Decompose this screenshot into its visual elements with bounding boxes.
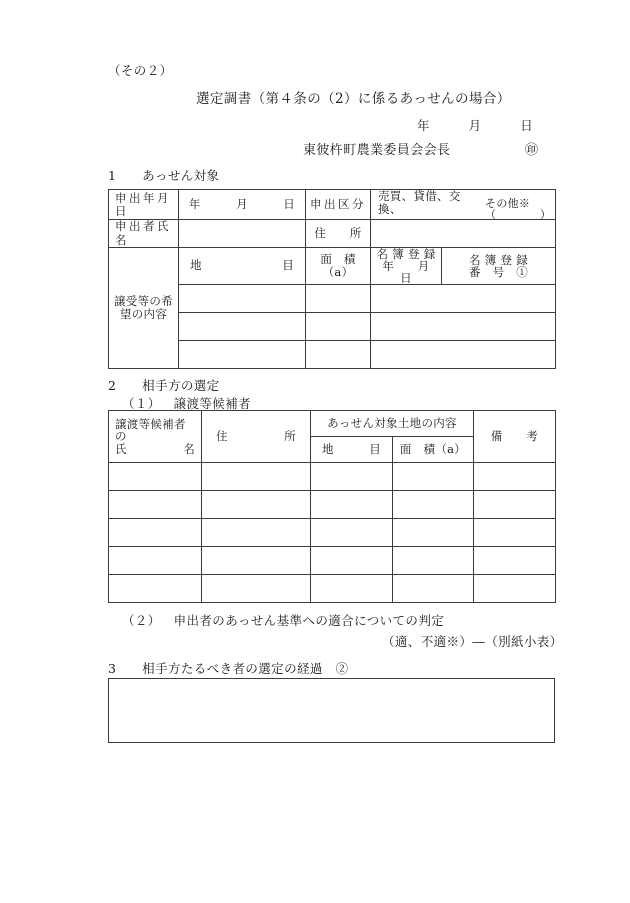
table-row <box>109 411 556 437</box>
section3-number: 3 <box>108 661 117 676</box>
section1-heading <box>108 168 219 183</box>
applicant-name-label: 申出者氏名 <box>109 220 179 247</box>
candidate-address-header <box>202 411 311 463</box>
candidate-name-cell[interactable] <box>109 547 202 575</box>
table-row <box>109 519 556 547</box>
remarks-cell[interactable] <box>474 491 556 519</box>
application-type-value[interactable] <box>371 190 556 220</box>
section1-label: あっせん対象 <box>142 168 220 183</box>
registry-cell[interactable] <box>371 341 556 369</box>
land-category-cell[interactable] <box>311 547 393 575</box>
form-code: （その２） <box>108 63 173 78</box>
document-date-line: 年 月 日 <box>417 118 534 133</box>
land-category-cell[interactable] <box>311 575 393 603</box>
applicant-name-value[interactable] <box>179 220 306 247</box>
area-header: 面 積（a） <box>306 247 371 284</box>
section2-sub2-heading <box>122 613 444 628</box>
section2-sub1-heading <box>122 396 251 411</box>
area-cell[interactable] <box>306 341 371 369</box>
table-row <box>109 575 556 603</box>
land-category-cell[interactable] <box>311 519 393 547</box>
candidate-name-cell[interactable] <box>109 463 202 491</box>
remarks-header: 備 考 <box>474 411 556 463</box>
application-type-options: 売買、貸借、交換、 <box>378 189 461 217</box>
registry-number-header-l1: 名 簿 登 録 <box>468 252 529 267</box>
section2-number: 2 <box>108 378 117 393</box>
candidate-address-cell[interactable] <box>202 547 311 575</box>
candidate-name-header-l2-left: 氏 <box>115 441 127 456</box>
candidate-name-cell[interactable] <box>109 491 202 519</box>
application-date-value[interactable]: 年 月 日 <box>179 190 306 220</box>
registry-date-header-l2: 年 月 日 <box>382 258 454 285</box>
applicant-address-label: 住 所 <box>306 220 371 247</box>
table-row <box>109 220 556 247</box>
candidate-name-header <box>109 411 202 463</box>
candidate-address-cell[interactable] <box>202 519 311 547</box>
remarks-cell[interactable] <box>474 519 556 547</box>
land-category-cell[interactable] <box>311 463 393 491</box>
table-row <box>109 547 556 575</box>
candidate-address-header-left: 住 <box>216 428 228 443</box>
table-row <box>109 463 556 491</box>
assen-target-table <box>108 189 556 369</box>
candidate-name-header-l2-right: 名 <box>183 441 195 456</box>
issuer-name: 東彼杵町農業委員会会長 <box>303 143 451 158</box>
seal-icon: ㊞ <box>525 143 539 158</box>
table-row <box>109 491 556 519</box>
area-cell[interactable] <box>393 575 474 603</box>
application-type-other-input[interactable]: （ ） <box>485 208 552 222</box>
candidate-name-cell[interactable] <box>109 519 202 547</box>
land-category-header-left: 地 <box>322 441 334 456</box>
registry-number-header-l2: 番 号 ① <box>469 264 529 279</box>
land-category-cell[interactable] <box>311 491 393 519</box>
land-category-header-left: 地 <box>190 258 202 273</box>
table-row <box>109 247 556 284</box>
section2-sub1-label: 譲渡等候補者 <box>173 396 252 411</box>
remarks-cell[interactable] <box>474 463 556 491</box>
candidate-name-header-l1: 譲渡等候補者の <box>115 416 186 444</box>
area-header: 面 積（a） <box>393 437 474 463</box>
section3-heading <box>108 661 349 676</box>
candidate-address-header-right: 所 <box>284 428 296 443</box>
remarks-cell[interactable] <box>474 547 556 575</box>
area-cell[interactable] <box>393 519 474 547</box>
land-category-cell[interactable] <box>179 313 306 341</box>
application-type-other-label: その他※ <box>485 197 531 211</box>
application-date-label: 申出年月日 <box>109 190 179 220</box>
table-row <box>109 190 556 220</box>
land-category-cell[interactable] <box>179 285 306 313</box>
area-cell[interactable] <box>306 313 371 341</box>
section1-number: 1 <box>108 168 117 183</box>
section2-sub2-number: （２） <box>122 613 161 628</box>
candidate-address-cell[interactable] <box>202 463 311 491</box>
section2-sub1-number: （１） <box>122 396 161 411</box>
section2-sub2-judgement-note[interactable]: （適、不適※）―（別紙小表） <box>382 634 563 649</box>
registry-cell[interactable] <box>371 285 556 313</box>
section3-label: 相手方たるべき者の選定の経過 ② <box>142 661 349 676</box>
area-cell[interactable] <box>306 285 371 313</box>
candidate-address-cell[interactable] <box>202 491 311 519</box>
area-cell[interactable] <box>393 463 474 491</box>
land-category-header <box>179 247 306 284</box>
land-category-header-right: 目 <box>282 258 295 273</box>
section2-label: 相手方の選定 <box>142 378 220 393</box>
land-content-group-header: あっせん対象土地の内容 <box>311 411 474 437</box>
registry-number-header <box>442 247 556 284</box>
candidate-address-cell[interactable] <box>202 575 311 603</box>
section2-sub2-label: 申出者のあっせん基準への適合についての判定 <box>173 613 445 628</box>
desired-content-label: 譲受等の希望の内容 <box>109 247 179 368</box>
registry-date-header <box>371 246 454 285</box>
section3-free-text-box[interactable] <box>108 678 555 743</box>
land-category-cell[interactable] <box>179 341 306 369</box>
candidate-selection-table <box>108 410 556 603</box>
area-cell[interactable] <box>393 547 474 575</box>
document-title: 選定調書（第４条の（2）に係るあっせんの場合） <box>196 91 511 107</box>
section2-heading <box>108 378 220 393</box>
land-category-header-right: 目 <box>369 441 381 456</box>
registry-cell[interactable] <box>371 313 556 341</box>
area-cell[interactable] <box>393 491 474 519</box>
application-type-label: 申出区分 <box>306 190 371 220</box>
applicant-address-value[interactable] <box>371 220 556 247</box>
registry-date-header-l1: 名 簿 登 録 <box>376 246 436 261</box>
remarks-cell[interactable] <box>474 575 556 603</box>
candidate-name-cell[interactable] <box>109 575 202 603</box>
land-category-header <box>311 437 393 463</box>
